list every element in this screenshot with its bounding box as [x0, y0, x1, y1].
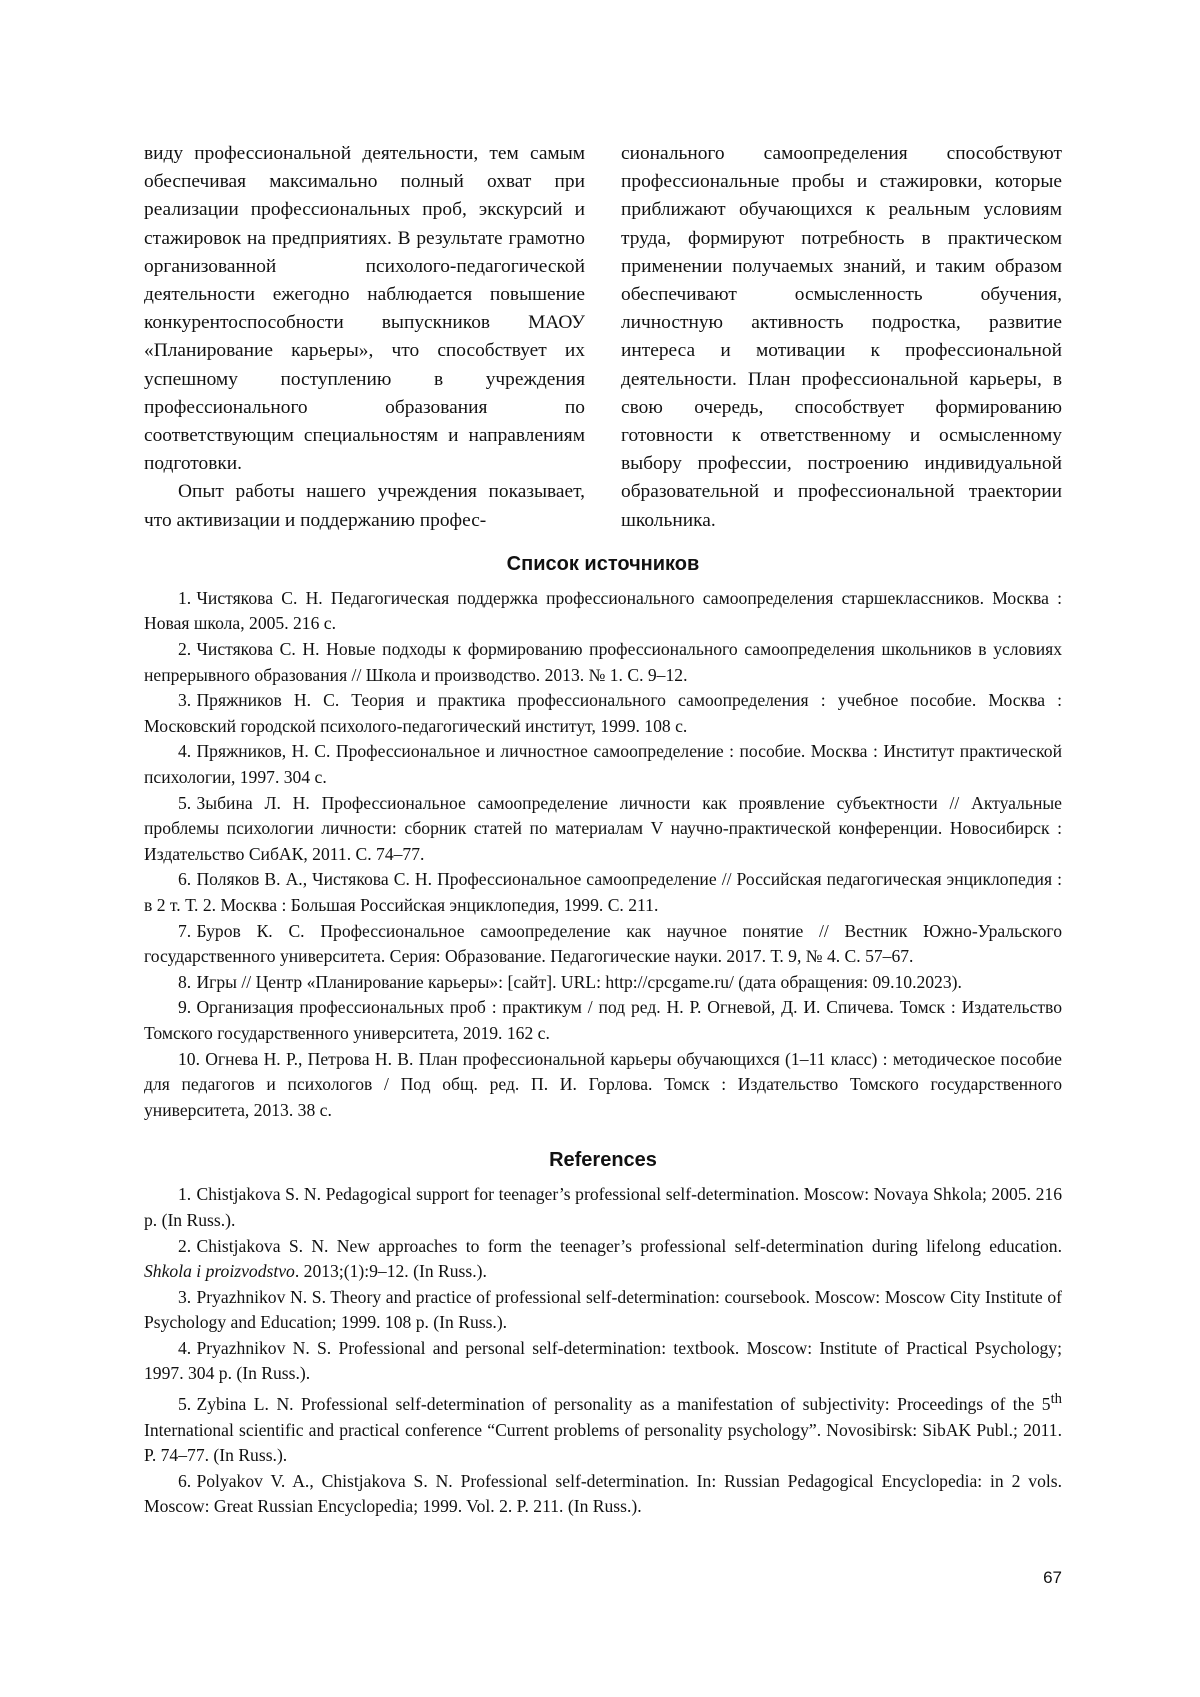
left-paragraph-1: виду профессиональной деятельности, тем самым обеспечивая максимально полный охват при реализации профессиональных проб, экскурсий и стажировок на предприятиях. В результате грамотно организованной психолого-педагогической деятельности ежегодно наблюдается повышение конкурентоспособности выпускников МАОУ «Планирование карьеры», что способствует их успешному поступлению в учреждения профессионального образования по соответствующим специальностям и направлениям подготовки. — [144, 143, 585, 475]
source-text: Пряжников, Н. С. Профессиональное и личностное самоопределение : пособие. Москва : Институт практической психологии, 1997. 304 с. — [144, 741, 1062, 787]
source-item — [144, 688, 1062, 739]
source-number: 6. — [178, 869, 192, 890]
body-text-columns — [144, 140, 1062, 535]
reference-text-start: Zybina L. N. Professional self-determination of personality as a manifestation of subjectivity: Proceedings of the 5 — [196, 1393, 1051, 1414]
reference-number: 1. — [178, 1184, 192, 1205]
source-number: 5. — [178, 792, 192, 813]
sources-list — [144, 586, 1062, 1123]
reference-item — [144, 1234, 1062, 1285]
reference-superscript: th — [1050, 1391, 1062, 1408]
reference-number: 4. — [178, 1337, 192, 1358]
sources-heading: Список источников — [506, 552, 700, 575]
reference-number: 5. — [178, 1393, 192, 1414]
source-text: Поляков В. А., Чистякова С. Н. Профессиональное самоопределение // Российская педагогическая энциклопедия : в 2 т. Т. 2. Москва : Большая Российская энциклопедия, 1999. С. 211. — [144, 869, 1062, 915]
reference-item — [144, 1387, 1062, 1469]
source-number: 1. — [178, 587, 192, 608]
source-item — [144, 867, 1062, 918]
source-text: Зыбина Л. Н. Профессиональное самоопределение личности как проявление субъектности // Актуальные проблемы психологии личности: сборник статей по материалам V научно-практической конференции. Новосибирск : Издательство СибАК, 2011. С. 74–77. — [144, 792, 1062, 864]
reference-journal-title: Shkola i proizvodstvo — [144, 1261, 295, 1282]
source-item — [144, 637, 1062, 688]
reference-number: 6. — [178, 1470, 192, 1491]
source-number: 4. — [178, 741, 192, 762]
source-number: 2. — [178, 639, 192, 660]
source-item — [144, 970, 1062, 996]
reference-text: Pryazhnikov N. S. Theory and practice of professional self-determination: coursebook. Moscow: Moscow City Institute of Psychology and Education; 1999. 108 p. (In Russ.). — [144, 1286, 1062, 1333]
right-column — [621, 140, 1062, 535]
reference-text-start: Chistjakova S. N. New approaches to form the teenager’s professional self-determination during lifelong education. — [196, 1235, 1062, 1256]
source-text: Чистякова С. Н. Новые подходы к формированию профессионального самоопределения школьников в условиях непрерывного образования // Школа и производство. 2013. № 1. С. 9–12. — [144, 639, 1062, 685]
reference-text: Pryazhnikov N. S. Professional and personal self-determination: textbook. Moscow: Institute of Practical Psychology; 1997. 304 p. (In Russ.). — [144, 1337, 1062, 1384]
source-item — [144, 919, 1062, 970]
source-item — [144, 739, 1062, 790]
page-content — [144, 140, 1062, 1520]
reference-number: 2. — [178, 1235, 192, 1256]
reference-text-end: . 2013;(1):9–12. (In Russ.). — [294, 1261, 487, 1282]
source-item — [144, 1047, 1062, 1124]
left-paragraph-2: Опыт работы нашего учреждения показывает, что активизации и поддержанию профес- — [144, 481, 585, 531]
source-text: Буров К. С. Профессиональное самоопределение как научное понятие // Вестник Южно-Уральского государственного университета. Серия: Образование. Педагогические науки. 2017. Т. 9, № 4. С. 57–67. — [144, 920, 1062, 967]
right-paragraph-1: сионального самоопределения способствуют профессиональные пробы и стажировки, которые приближают обучающихся к реальным условиям труда, формируют потребность в практическом применении получаемых знаний, и таким образом обеспечивают осмысленность обучения, личностную активность подростка, развитие интереса и мотивации к профессиональной деятельности. План профессиональной карьеры, в свою очередь, способствует формированию готовности к ответственному и осмысленному выбору профессии, построению индивидуальной образовательной и профессиональной траектории школьника. — [621, 143, 1062, 531]
source-number: 8. — [178, 971, 192, 992]
source-number: 10. — [178, 1048, 200, 1069]
reference-text: Chistjakova S. N. Pedagogical support for teenager’s professional self-determination. Moscow: Novaya Shkola; 2005. 216 p. (In Russ.). — [144, 1184, 1062, 1230]
source-item — [144, 586, 1062, 637]
source-item — [144, 791, 1062, 868]
reference-text: Polyakov V. A., Chistjakova S. N. Professional self-determination. In: Russian Pedagogical Encyclopedia: in 2 vols. Moscow: Great Russian Encyclopedia; 1999. Vol. 2. P. 211. (In Russ.). — [144, 1470, 1062, 1517]
reference-item — [144, 1336, 1062, 1387]
references-heading: References — [549, 1149, 657, 1172]
source-text: Чистякова С. Н. Педагогическая поддержка профессионального самоопределения старшеклассников. Москва : Новая школа, 2005. 216 с. — [144, 587, 1062, 634]
source-text: Игры // Центр «Планирование карьеры»: [сайт]. URL: http://cpcgame.ru/ (дата обращения: 09.10.2023). — [196, 971, 962, 992]
reference-number: 3. — [178, 1286, 192, 1307]
reference-item — [144, 1182, 1062, 1233]
source-number: 9. — [178, 997, 192, 1018]
source-number: 7. — [178, 920, 192, 941]
source-text: Огнева Н. Р., Петрова Н. В. План профессиональной карьеры обучающихся (1–11 класс) : методическое пособие для педагогов и психологов / Под общ. ред. П. И. Горлова. Томск : Издательство Томского государственного университета, 2013. 38 с. — [144, 1048, 1062, 1120]
source-text: Пряжников Н. С. Теория и практика профессионального самоопределения : учебное пособие. Москва : Московский городской психолого-педагогический институт, 1999. 108 с. — [144, 690, 1062, 736]
reference-item — [144, 1285, 1062, 1336]
references-list — [144, 1182, 1062, 1520]
reference-item — [144, 1469, 1062, 1520]
reference-text-end: International scientific and practical conference “Current problems of personality psychology”. Novosibirsk: SibAK Publ.; 2011. P. 74–77. (In Russ.). — [144, 1419, 1062, 1466]
source-text: Организация профессиональных проб : практикум / под ред. Н. Р. Огневой, Д. И. Спичева. Томск : Издательство Томского государственного университета, 2019. 162 с. — [144, 997, 1062, 1043]
source-number: 3. — [178, 690, 192, 711]
source-item — [144, 995, 1062, 1046]
page-number: 67 — [1043, 1568, 1062, 1587]
left-column — [144, 140, 585, 535]
